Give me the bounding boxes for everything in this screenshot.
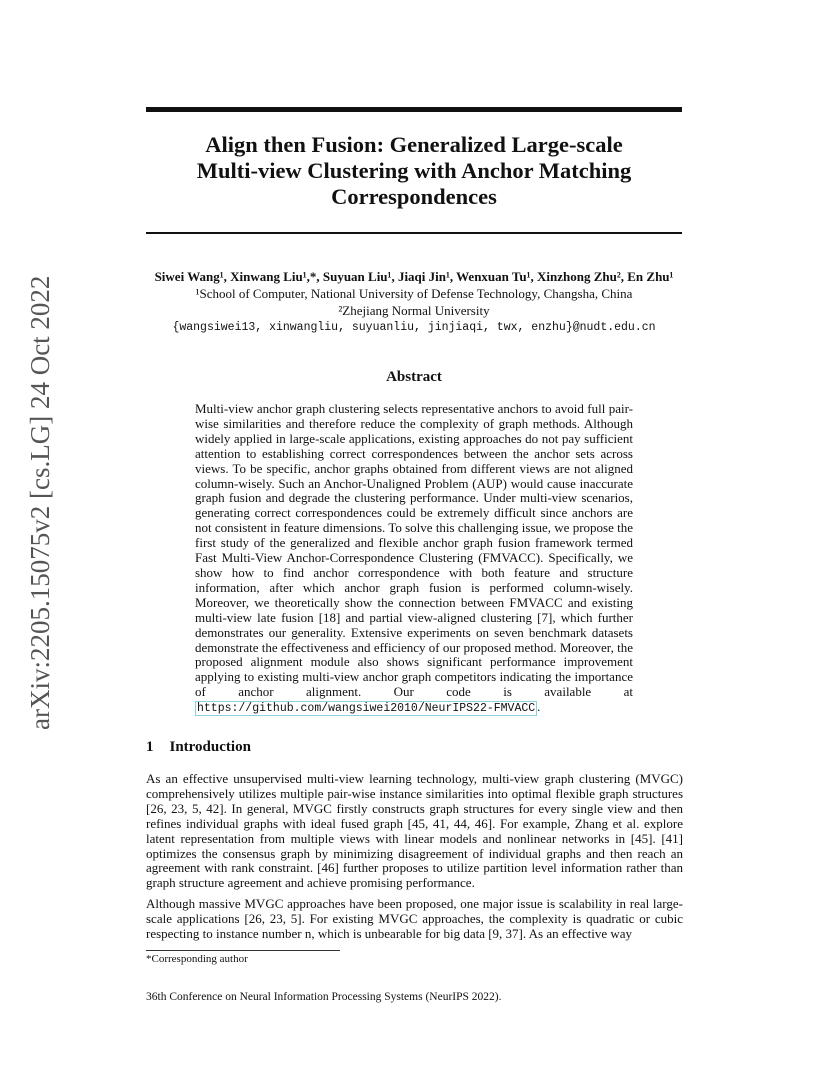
section-number: 1 [146, 739, 154, 755]
arxiv-identifier: arXiv:2205.15075v2 [cs.LG] 24 Oct 2022 [25, 275, 55, 730]
author-names: Siwei Wang¹, Xinwang Liu¹,*, Suyuan Liu¹, Jiaqi Jin¹, Wenxuan Tu¹, Xinzhong Zhu², En Zhu¹ [154, 269, 674, 284]
code-link[interactable]: https://github.com/wangsiwei2010/NeurIPS22-FMVACC [197, 702, 536, 716]
intro-body [146, 772, 683, 948]
paper-title [146, 132, 682, 210]
title-line-3: Correspondences [331, 184, 497, 209]
intro-paragraph-2: Although massive MVGC approaches have been proposed, one major issue is scalability in real large-scale applications [26, 23, 5]. For existing MVGC approaches, the complexity is quadratic or cubic respecting to instance number n, which is unbearable for big data [9, 37]. As an effective way [146, 896, 683, 942]
affiliation-2: ²Zhejiang Normal University [338, 303, 490, 318]
abstract-body: Multi-view anchor graph clustering selects representative anchors to avoid full pair-wise similarities and therefore reduce the complexity of graph methods. Although widely applied in large-scale applications, existing approaches do not pay sufficient attention to establishing correct correspondences between the anchor sets across views. To be specific, anchor graphs obtained from different views are not aligned column-wisely. Such an Anchor-Unaligned Problem (AUP) would cause inaccurate graph fusion and degrade the clustering performance. Under multi-view scenarios, generating correct correspondences could be extremely difficult since anchors are not consistent in feature dimensions. To solve this challenging issue, we propose the first study of the generalized and flexible anchor graph fusion framework termed Fast Multi-View Anchor-Correspondence Clustering (FMVACC). Specifically, we show how to find anchor correspondence with both feature and structure information, after which anchor graph fusion is performed column-wisely. Moreover, we theoretically show the connection between FMVACC and existing multi-view late fusion [18] and partial view-aligned clustering [7], which further demonstrates our generality. Extensive experiments on seven benchmark datasets demonstrate the effectiveness and efficiency of our proposed method. Moreover, the proposed alignment module also shows significant performance improvement applying to existing multi-view anchor graph competitors indicating the importance of anchor alignment. Our code is available at https://github.com/wangsiwei2010/NeurIPS22-FMVACC . [195, 401, 633, 716]
section-title: Introduction [169, 739, 251, 755]
title-bottom-rule [146, 232, 682, 234]
title-line-2: Multi-view Clustering with Anchor Matching [196, 158, 632, 183]
abstract-text: Multi-view anchor graph clustering selects representative anchors to avoid full pair-wise similarities and therefore reduce the complexity of graph methods. Although widely applied in large-scale applications, existing approaches do not pay sufficient attention to establishing correct correspondences between the anchor sets across views. To be specific, anchor graphs obtained from different views are not aligned column-wisely. Such an Anchor-Unaligned Problem (AUP) would cause inaccurate graph fusion and degrade the clustering performance. Under multi-view scenarios, generating correct correspondences could be extremely difficult since anchors are not consistent in feature dimensions. To solve this challenging issue, we propose the first study of the generalized and flexible anchor graph fusion framework termed Fast Multi-View Anchor-Correspondence Clustering (FMVACC). Specifically, we show how to find anchor correspondence with both feature and structure information, after which anchor graph fusion is performed column-wisely. Moreover, we theoretically show the connection between FMVACC and existing multi-view late fusion [18] and partial view-aligned clustering [7], which further demonstrates our generality. Extensive experiments on seven benchmark datasets demonstrate the effectiveness and efficiency of our proposed method. Moreover, the proposed alignment module also shows significant performance improvement applying to existing multi-view anchor graph competitors indicating the importance of anchor alignment. Our code is available at [195, 401, 633, 700]
footnote-rule [146, 950, 340, 951]
section-heading [146, 739, 251, 756]
conference-note: 36th Conference on Neural Information Processing Systems (NeurIPS 2022). [146, 991, 502, 1003]
intro-paragraph-1: As an effective unsupervised multi-view learning technology, multi-view graph clustering (MVGC) comprehensively utilizes multiple pair-wise instance similarities into optimal flexible graph structures [26, 23, 5, 42]. In general, MVGC firstly constructs graph structures for every single view and then refines individual graphs with ideal fused graph [45, 41, 44, 46]. For example, Zhang et al. explore latent representation from multiple views with linear models and nonlinear networks in [45]. [41] optimizes the consensus graph by minimizing disagreement of individual graphs and then reach an agreement with rank constraint. [46] further proposes to utilize partition level information rather than graph structure agreement and achieve promising performance. [146, 771, 683, 891]
title-top-rule [146, 107, 682, 112]
footnote: *Corresponding author [146, 953, 248, 965]
title-line-1: Align then Fusion: Generalized Large-scale [205, 132, 623, 157]
abstract-heading: Abstract [386, 369, 442, 385]
author-emails: {wangsiwei13, xinwangliu, suyuanliu, jinjiaqi, twx, enzhu}@nudt.edu.cn [172, 321, 656, 334]
affiliation-1: ¹School of Computer, National University of Defense Technology, Changsha, China [195, 286, 633, 301]
author-block [100, 268, 728, 336]
